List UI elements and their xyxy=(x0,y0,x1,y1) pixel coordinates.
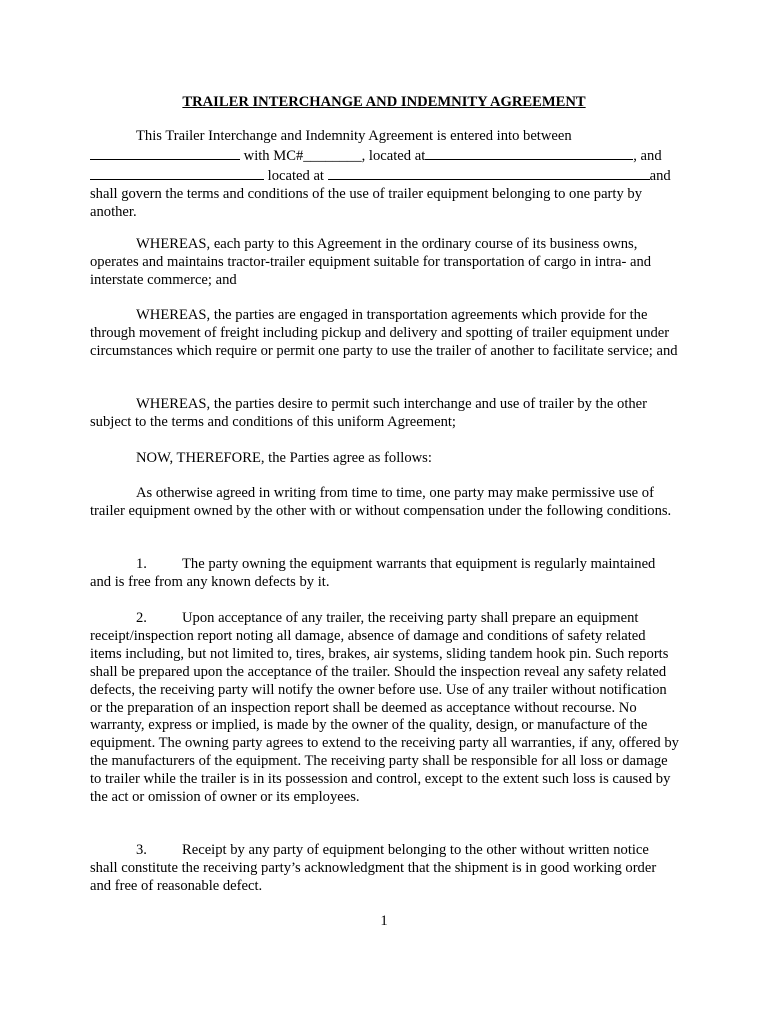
otherwise-paragraph xyxy=(90,485,680,521)
clause-text: Receipt by any party of equipment belonging to the other without written notice shall constitute the receiving party’s acknowledgment that the shipment is in good working order and free of reasonable defect. xyxy=(90,842,657,894)
intro-and-text: , and xyxy=(633,147,662,164)
party2-name-blank[interactable] xyxy=(90,166,264,180)
whereas-3-text: WHEREAS, the parties desire to permit such interchange and use of trailer by the other subject to the terms and conditions of this uniform Agreement; xyxy=(90,396,648,430)
whereas-paragraph-3 xyxy=(90,396,680,432)
whereas-paragraph-2 xyxy=(90,307,680,361)
clause-2 xyxy=(90,610,680,807)
party1-name-blank[interactable] xyxy=(90,146,240,160)
whereas-2-text: WHEREAS, the parties are engaged in transportation agreements which provide for the through movement of freight including pickup and delivery and spotting of trailer equipment under circumstances which require or permit one party to use the trailer of another to facilitate service; and xyxy=(90,307,678,359)
intro-line1: This Trailer Interchange and Indemnity Agreement is entered into between xyxy=(136,128,572,144)
clause-number: 1. xyxy=(136,556,147,572)
party1-address-blank[interactable] xyxy=(425,146,633,160)
whereas-1-text: WHEREAS, each party to this Agreement in the ordinary course of its business owns, operates and maintains tractor-trailer equipment suitable for transportation of cargo in intra- and interstate commerce; and xyxy=(90,236,652,288)
intro-and2-text: and xyxy=(649,167,671,184)
intro-mc-text: with MC#________, located at xyxy=(243,147,426,164)
page-number: 1 xyxy=(380,913,388,929)
document-title: TRAILER INTERCHANGE AND INDEMNITY AGREEMENT xyxy=(182,94,586,110)
clause-number: 2. xyxy=(136,610,147,626)
clause-3 xyxy=(90,842,680,896)
clause-text: The party owning the equipment warrants that equipment is regularly maintained and is free from any known defects by it. xyxy=(90,556,656,590)
clause-number: 3. xyxy=(136,842,147,858)
otherwise-text: As otherwise agreed in writing from time to time, one party may make permissive use of trailer equipment owned by the other with or without compensation under the following conditions. xyxy=(90,485,672,519)
clause-text: Upon acceptance of any trailer, the receiving party shall prepare an equipment receipt/inspection report noting all damage, absence of damage and conditions of safety related items including, but not limited to, tires, brakes, air systems, sliding tandem hook pin. Such reports shall be prepared upon the acceptance of the trailer. Should the inspection reveal any safety related defects, the receiving party will notify the owner before use. Use of any trailer without notification or the preparation of an inspection report shall be deemed as acceptance without recourse. No warranty, express or implied, is made by the owner of the quality, design, or manufacture of the equipment. The owning party agrees to extend to the receiving party all warranties, if any, offered by the manufacturers of the equipment. The receiving party shall be responsible for all loss or damage to trailer while the trailer is in its possession and control, except to the extent such loss is caused by the act or omission of owner or its employees. xyxy=(90,610,679,806)
therefore-text: NOW, THEREFORE, the Parties agree as follows: xyxy=(136,450,432,466)
intro-paragraph xyxy=(90,128,680,222)
clause-1 xyxy=(90,556,680,592)
party2-address-blank[interactable] xyxy=(328,166,650,180)
therefore-paragraph xyxy=(90,450,680,468)
whereas-paragraph-1 xyxy=(90,236,680,290)
intro-tail: shall govern the terms and conditions of the use of trailer equipment belonging to one party by another. xyxy=(90,185,642,220)
intro-located-text: located at xyxy=(267,167,324,184)
